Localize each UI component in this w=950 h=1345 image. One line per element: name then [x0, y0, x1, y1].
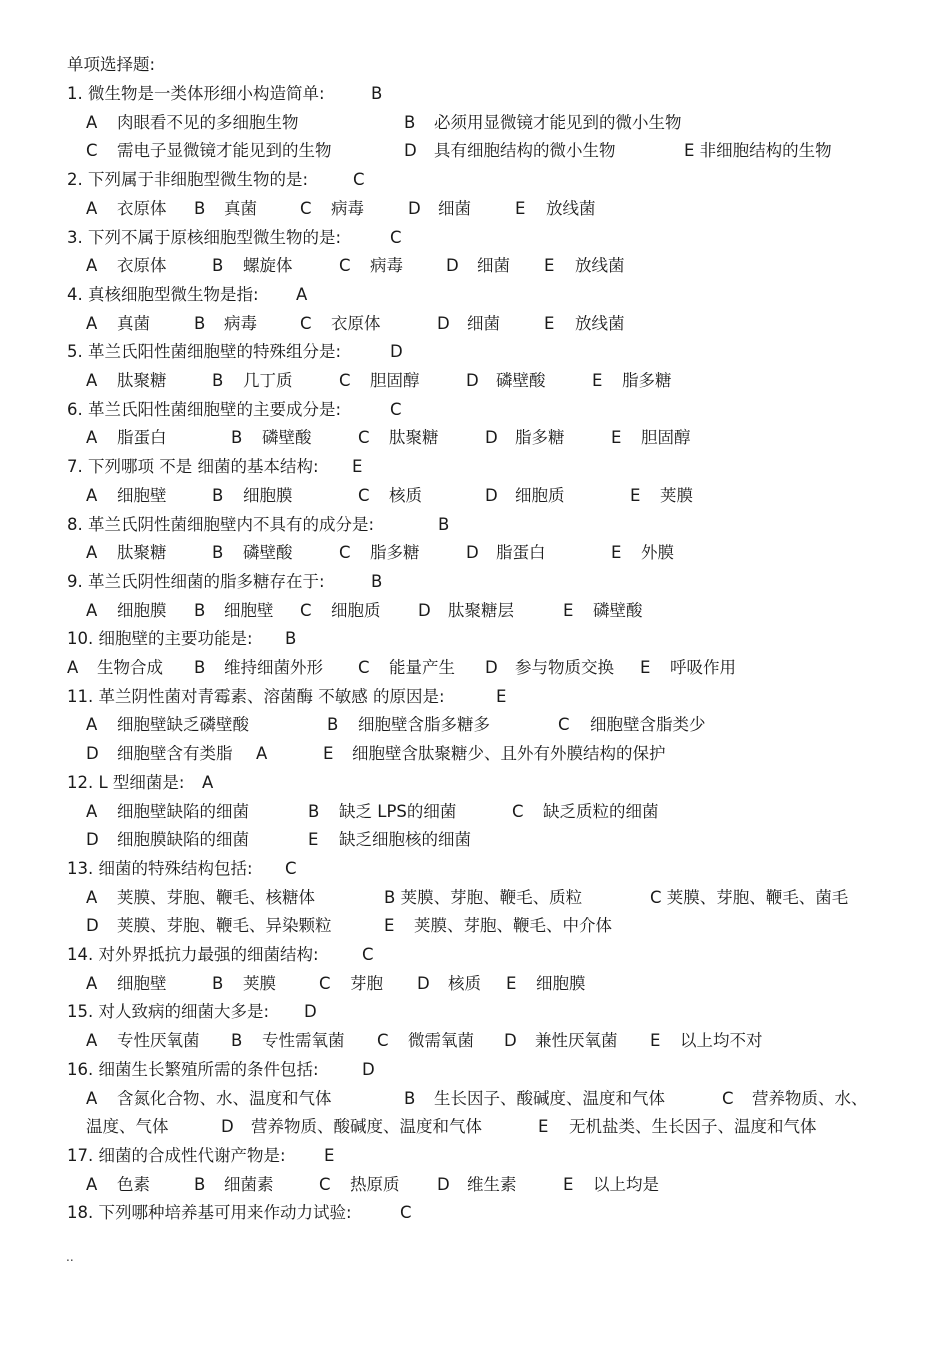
text-segment: 磷壁酸: [243, 543, 293, 563]
text-segment: 细菌: [477, 256, 510, 276]
text-segment: B: [212, 256, 224, 276]
text-segment: A: [86, 198, 98, 218]
text-segment: 细胞壁: [117, 485, 167, 505]
text-segment: 9. 革兰氏阴性细菌的脂多糖存在于:: [67, 571, 325, 591]
text-segment: C: [558, 715, 570, 735]
text-segment: E: [323, 744, 334, 764]
text-segment: E: [611, 428, 622, 448]
text-segment: 维生素: [467, 1174, 517, 1194]
text-segment: D: [404, 141, 417, 161]
text-segment: 细胞质: [515, 485, 565, 505]
text-segment: C: [285, 858, 297, 878]
text-segment: C: [390, 227, 402, 247]
text-segment: C: [358, 485, 370, 505]
heading-text: 单项选择题:: [67, 55, 156, 74]
text-segment: C: [339, 543, 351, 563]
text-segment: D: [504, 1031, 517, 1051]
text-segment: A: [86, 371, 98, 390]
text-segment: B: [194, 313, 206, 333]
text-segment: E 非细胞结构的生物: [684, 141, 832, 161]
text-segment: 8. 革兰氏阴性菌细胞壁内不具有的成分是:: [67, 514, 375, 534]
text-segment: 兼性厌氧菌: [535, 1031, 618, 1051]
text-segment: D: [485, 428, 498, 448]
text-segment: C: [86, 141, 98, 161]
text-segment: E: [611, 543, 622, 563]
text-segment: C: [722, 1088, 734, 1108]
text-segment: E: [592, 371, 603, 390]
text-segment: C: [339, 256, 351, 276]
text-segment: C: [358, 658, 370, 677]
text-segment: B: [438, 514, 450, 534]
text-segment: D: [86, 744, 99, 764]
text-segment: C: [319, 973, 331, 993]
text-segment: D: [221, 1117, 234, 1137]
text-segment: 以上均是: [593, 1174, 659, 1194]
text-segment: 衣原体: [117, 256, 167, 276]
text-segment: D: [437, 313, 450, 333]
text-segment: B: [404, 1088, 416, 1108]
text-segment: A: [86, 600, 98, 620]
text-segment: D: [437, 1174, 450, 1194]
text-segment: C: [353, 170, 365, 190]
text-segment: 荚膜: [660, 485, 693, 505]
text-segment: 肽聚糖: [117, 543, 167, 563]
text-segment: 细胞壁缺乏磷壁酸: [117, 715, 249, 735]
text-segment: 细菌: [438, 198, 471, 218]
text-segment: A: [67, 658, 79, 677]
text-segment: D: [485, 485, 498, 505]
text-segment: B: [371, 571, 383, 591]
text-segment: 能量产生: [389, 658, 455, 677]
text-segment: 细胞壁含有类脂: [117, 744, 233, 764]
text-segment: 细胞壁: [117, 973, 167, 993]
text-segment: E: [506, 973, 517, 993]
text-segment: D: [466, 371, 479, 390]
text-segment: 细胞膜: [117, 600, 167, 620]
text-segment: 14. 对外界抵抗力最强的细菌结构:: [67, 945, 319, 964]
text-segment: 病毒: [331, 198, 364, 218]
page-footer-mark: ..: [66, 1250, 74, 1264]
text-segment: 细胞壁含肽聚糖少、且外有外膜结构的保护: [352, 744, 666, 764]
text-segment: A: [86, 112, 98, 132]
text-segment: 荚膜: [243, 973, 276, 993]
text-segment: 放线菌: [546, 198, 596, 218]
text-segment: 芽胞: [350, 973, 383, 993]
text-segment: 脂蛋白: [496, 543, 546, 563]
text-segment: 4. 真核细胞型微生物是指:: [67, 284, 259, 304]
text-segment: 放线菌: [575, 313, 625, 333]
text-segment: 温度、气体: [86, 1117, 169, 1137]
text-segment: 细胞壁含脂多糖多: [358, 715, 490, 735]
text-segment: A: [86, 1088, 98, 1108]
text-segment: 肽聚糖: [117, 371, 167, 390]
text-segment: A: [86, 485, 98, 505]
text-segment: E: [308, 830, 319, 850]
text-segment: A: [86, 313, 98, 333]
text-segment: C: [358, 428, 370, 448]
text-segment: 3. 下列不属于原核细胞型微生物的是:: [67, 227, 342, 247]
text-segment: 荚膜、芽胞、鞭毛、异染颗粒: [117, 916, 332, 936]
text-segment: B: [194, 198, 206, 218]
text-segment: B: [285, 629, 297, 649]
text-segment: 缺乏细胞核的细菌: [339, 830, 471, 850]
text-segment: E: [563, 600, 574, 620]
text-segment: 衣原体: [331, 313, 381, 333]
text-segment: D: [485, 658, 498, 677]
text-segment: E: [544, 256, 555, 276]
text-segment: E: [538, 1117, 549, 1137]
text-segment: 细胞膜缺陷的细菌: [117, 830, 249, 850]
text-segment: E: [324, 1145, 335, 1165]
text-segment: 磷壁酸: [496, 371, 546, 390]
text-segment: E: [384, 916, 395, 936]
text-segment: 螺旋体: [243, 256, 293, 276]
text-segment: 10. 细胞壁的主要功能是:: [67, 629, 253, 649]
text-segment: 核质: [448, 973, 481, 993]
text-segment: C: [512, 801, 524, 821]
text-segment: A: [296, 284, 308, 304]
text-segment: 磷壁酸: [593, 600, 643, 620]
text-segment: 病毒: [370, 256, 403, 276]
text-segment: C: [362, 945, 374, 964]
text-segment: B: [404, 112, 416, 132]
text-segment: 生长因子、酸碱度、温度和气体: [434, 1088, 665, 1108]
text-segment: 磷壁酸: [262, 428, 312, 448]
text-segment: A: [86, 1174, 98, 1194]
text-segment: 脂多糖: [370, 543, 420, 563]
text-segment: D: [466, 543, 479, 563]
text-segment: 细胞膜: [243, 485, 293, 505]
text-segment: 热原质: [350, 1174, 400, 1194]
text-segment: 肽聚糖: [389, 428, 439, 448]
text-segment: C: [400, 1203, 412, 1223]
text-segment: 呼吸作用: [670, 658, 736, 677]
text-segment: 生物合成: [97, 658, 163, 677]
text-segment: 无机盐类、生长因子、温度和气体: [569, 1117, 817, 1137]
text-segment: D: [418, 600, 431, 620]
text-segment: E: [650, 1031, 661, 1051]
text-segment: D: [304, 1002, 317, 1022]
text-segment: 营养物质、水、: [752, 1088, 868, 1108]
text-segment: 胆固醇: [370, 371, 420, 390]
text-segment: 细胞质: [331, 600, 381, 620]
text-segment: B: [308, 801, 320, 821]
text-segment: 需电子显微镜才能见到的生物: [117, 141, 332, 161]
text-segment: E: [515, 198, 526, 218]
text-segment: A: [86, 801, 98, 821]
text-segment: D: [362, 1059, 375, 1079]
text-segment: 外膜: [641, 543, 674, 563]
text-segment: E: [544, 313, 555, 333]
text-segment: 病毒: [224, 313, 257, 333]
text-segment: 核质: [389, 485, 422, 505]
text-segment: 专性厌氧菌: [117, 1031, 200, 1051]
text-segment: A: [86, 543, 98, 563]
text-segment: 参与物质交换: [515, 658, 614, 677]
text-segment: C: [390, 399, 402, 419]
text-segment: C: [300, 198, 312, 218]
text-segment: 荚膜、芽胞、鞭毛、核糖体: [117, 887, 315, 907]
text-segment: 细胞壁: [224, 600, 274, 620]
text-segment: 1. 微生物是一类体形细小构造简单:: [67, 84, 325, 103]
text-segment: B: [194, 1174, 206, 1194]
text-segment: 细胞壁含脂类少: [590, 715, 706, 735]
text-segment: A: [86, 428, 98, 448]
text-segment: 5. 革兰氏阳性菌细胞壁的特殊组分是:: [67, 342, 342, 362]
text-segment: C: [300, 600, 312, 620]
text-segment: 脂蛋白: [117, 428, 167, 448]
text-segment: C: [339, 371, 351, 390]
text-segment: 脂多糖: [622, 371, 672, 390]
text-segment: B: [231, 428, 243, 448]
text-segment: 缺乏质粒的细菌: [543, 801, 659, 821]
text-segment: 6. 革兰氏阳性菌细胞壁的主要成分是:: [67, 399, 342, 419]
text-segment: 细胞壁缺陷的细菌: [117, 801, 249, 821]
text-segment: 含氮化合物、水、温度和气体: [117, 1088, 332, 1108]
text-segment: 微需氧菌: [408, 1031, 474, 1051]
text-segment: 具有细胞结构的微小生物: [434, 141, 616, 161]
text-segment: 16. 细菌生长繁殖所需的条件包括:: [67, 1059, 319, 1079]
text-segment: 真菌: [117, 313, 150, 333]
text-segment: B: [194, 600, 206, 620]
text-segment: 必须用显微镜才能见到的微小生物: [434, 112, 682, 132]
text-segment: B: [212, 543, 224, 563]
text-segment: 衣原体: [117, 198, 167, 218]
text-segment: C: [377, 1031, 389, 1051]
text-segment: D: [417, 973, 430, 993]
text-segment: A: [86, 256, 98, 276]
text-segment: B: [231, 1031, 243, 1051]
text-segment: D: [86, 916, 99, 936]
text-segment: E: [630, 485, 641, 505]
text-segment: A: [86, 973, 98, 993]
text-segment: 2. 下列属于非细胞型微生物的是:: [67, 170, 309, 190]
text-segment: C: [300, 313, 312, 333]
text-segment: B: [371, 84, 383, 103]
text-segment: 7. 下列哪项 不是 细菌的基本结构:: [67, 457, 319, 477]
text-segment: E: [640, 658, 651, 677]
text-segment: A: [202, 772, 214, 792]
text-segment: E: [352, 457, 363, 477]
text-segment: B: [327, 715, 339, 735]
text-segment: C 荚膜、芽胞、鞭毛、菌毛: [650, 887, 849, 907]
text-segment: 色素: [117, 1174, 150, 1194]
text-segment: 真菌: [224, 198, 257, 218]
text-segment: 专性需氧菌: [262, 1031, 345, 1051]
text-segment: 营养物质、酸碱度、温度和气体: [251, 1117, 482, 1137]
text-segment: 细菌: [467, 313, 500, 333]
text-segment: D: [86, 830, 99, 850]
text-segment: C: [319, 1174, 331, 1194]
text-segment: 细胞膜: [536, 973, 586, 993]
text-segment: A: [86, 715, 98, 735]
text-segment: D: [446, 256, 459, 276]
text-segment: B: [194, 658, 206, 677]
text-segment: B: [212, 371, 224, 390]
text-segment: 11. 革兰阴性菌对青霉素、溶菌酶 不敏感 的原因是:: [67, 686, 445, 706]
text-segment: 肽聚糖层: [448, 600, 514, 620]
text-segment: 以上均不对: [680, 1031, 763, 1051]
text-segment: 18. 下列哪种培养基可用来作动力试验:: [67, 1203, 352, 1223]
text-segment: D: [408, 198, 421, 218]
text-segment: 胆固醇: [641, 428, 691, 448]
text-segment: 17. 细菌的合成性代谢产物是:: [67, 1145, 286, 1165]
text-segment: 几丁质: [243, 371, 293, 390]
text-segment: 肉眼看不见的多细胞生物: [117, 112, 299, 132]
text-segment: 维持细菌外形: [224, 658, 323, 677]
text-segment: D: [390, 342, 403, 362]
text-segment: 脂多糖: [515, 428, 565, 448]
text-segment: B: [212, 485, 224, 505]
text-segment: B 荚膜、芽胞、鞭毛、质粒: [384, 887, 583, 907]
text-segment: 缺乏 LPS的细菌: [339, 801, 457, 821]
text-segment: 放线菌: [575, 256, 625, 276]
text-segment: A: [256, 744, 268, 764]
text-segment: 15. 对人致病的细菌大多是:: [67, 1002, 270, 1022]
text-segment: B: [212, 973, 224, 993]
text-segment: E: [563, 1174, 574, 1194]
text-segment: A: [86, 1031, 98, 1051]
text-segment: E: [496, 686, 507, 706]
text-segment: 12. L 型细菌是:: [67, 772, 185, 792]
text-segment: 细菌素: [224, 1174, 274, 1194]
text-segment: 荚膜、芽胞、鞭毛、中介体: [414, 916, 612, 936]
text-segment: A: [86, 887, 98, 907]
text-segment: 13. 细菌的特殊结构包括:: [67, 858, 253, 878]
